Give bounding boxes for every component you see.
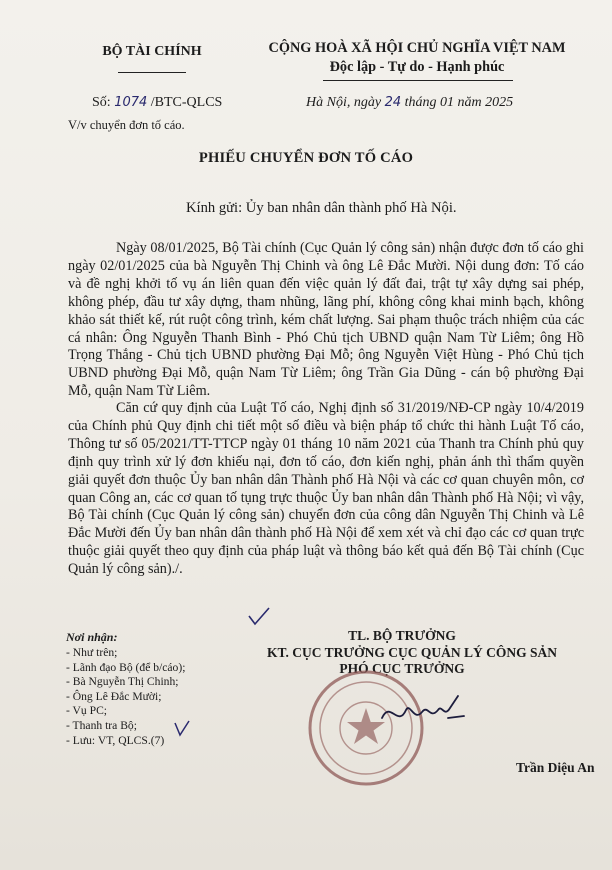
document-subject: V/v chuyển đơn tố cáo. bbox=[68, 118, 185, 132]
signature-title: PHÓ CỤC TRƯỞNG bbox=[339, 661, 465, 676]
recipient-item: - Ông Lê Đắc Mười; bbox=[66, 689, 162, 703]
recipient-item: - Lãnh đạo Bộ (để b/cáo); bbox=[66, 660, 186, 674]
date-day-handwritten: 24 bbox=[384, 95, 402, 110]
recipient-item: - Thanh tra Bộ; bbox=[66, 718, 137, 732]
ministry-name: BỘ TÀI CHÍNH bbox=[102, 44, 202, 59]
recipients-title: Nơi nhận: bbox=[66, 630, 118, 644]
national-motto: Độc lập - Tự do - Hạnh phúc bbox=[329, 59, 505, 75]
handwritten-signature bbox=[378, 688, 468, 738]
body-paragraph-1: Ngày 08/01/2025, Bộ Tài chính (Cục Quản lý công sản) nhận được đơn tố cáo ghi ngày 02/01/2025 của bà Nguyễn Thị Chinh và ông Lê Đắc Mười. Nội dung đơn: Tố cáo và đề nghị khởi tố vụ án liên quan đến việc quản lý đất đai, trật tự xây dựng sai phép, không phép, đầu tư xây dựng, tham nhũng, lãng phí, không công khai minh bạch, không khảo sát thiết kế, rút ruột công trình, kém chất lượng. Sai phạm thuộc trách nhiệm của các cá nhân: Ông Nguyễn Thanh Bình - Phó Chủ tịch UBND quận Nam Từ Liêm; ông Hồ Trọng Thắng - Chủ tịch UBND phường Đại Mỗ; ông Nguyễn Việt Hùng - Phó Chủ tịch UBND phường Đại Mỗ, quận Nam Từ Liêm; ông Trần Gia Dũng - cán bộ phường Đại Mỗ, quận Nam Từ Liêm. bbox=[68, 240, 584, 400]
motto-underline bbox=[323, 80, 513, 81]
date-rest: tháng 01 năm 2025 bbox=[404, 95, 514, 110]
document-number bbox=[92, 95, 222, 111]
document-number-suffix: /BTC-QLCS bbox=[150, 95, 223, 110]
date-place: Hà Nội, ngày bbox=[306, 95, 382, 110]
recipient-item: - Bà Nguyễn Thị Chinh; bbox=[66, 675, 179, 689]
document-title: PHIẾU CHUYỂN ĐƠN TỐ CÁO bbox=[198, 150, 414, 166]
recipient-item: - Vụ PC; bbox=[66, 704, 108, 718]
body-paragraph-2: Căn cứ quy định của Luật Tố cáo, Nghị định số 31/2019/NĐ-CP ngày 10/4/2019 của Chính phủ Quy định chi tiết một số điều và biện pháp tổ chức thi hành Luật Tố cáo, Thông tư số 05/2021/TT-TTCP ngày 01 tháng 10 năm 2021 của Thanh tra Chính phủ quy định quy trình xử lý đơn khiếu nại, đơn tố cáo, đơn kiến nghị, phản ánh thì thẩm quyền giải quyết đơn thuộc Ủy ban nhân dân Thành phố Hà Nội và các cơ quan chuyên môn, cơ quan Công an, các cơ quan tố tụng trực thuộc Ủy ban nhân dân Thành phố Hà Nội; vì vậy, Bộ Tài chính (Cục Quản lý công sản) chuyển đơn của công dân Nguyễn Thị Chinh và Lê Đắc Mười đến Ủy ban nhân dân thành phố Hà Nội để xem xét và chỉ đạo các cơ quan trực thuộc giải quyết theo quy định của pháp luật và thông báo kết quả đến Bộ Tài chính (Cục Quản lý công sản)./. bbox=[68, 400, 584, 578]
greeting: Kính gửi: Ủy ban nhân dân thành phố Hà Nội. bbox=[186, 200, 457, 216]
check-mark-icon bbox=[246, 606, 272, 628]
recipients-list bbox=[66, 646, 185, 748]
date-line bbox=[306, 95, 513, 111]
national-title: CỘNG HOÀ XÃ HỘI CHỦ NGHĨA VIỆT NAM bbox=[268, 40, 566, 56]
check-mark-icon bbox=[172, 720, 192, 738]
document-number-prefix: Số: bbox=[92, 95, 111, 110]
signer-name: Trần Diệu An bbox=[516, 760, 595, 775]
document-number-handwritten: 1074 bbox=[114, 95, 148, 110]
ministry-underline bbox=[118, 72, 186, 73]
signature-delegation: KT. CỤC TRƯỞNG CỤC QUẢN LÝ CÔNG SẢN bbox=[266, 645, 557, 660]
signature-authority: TL. BỘ TRƯỞNG bbox=[348, 628, 456, 643]
recipient-item: - Như trên; bbox=[66, 646, 118, 659]
recipient-item: - Lưu: VT, QLCS.(7) bbox=[66, 733, 165, 747]
